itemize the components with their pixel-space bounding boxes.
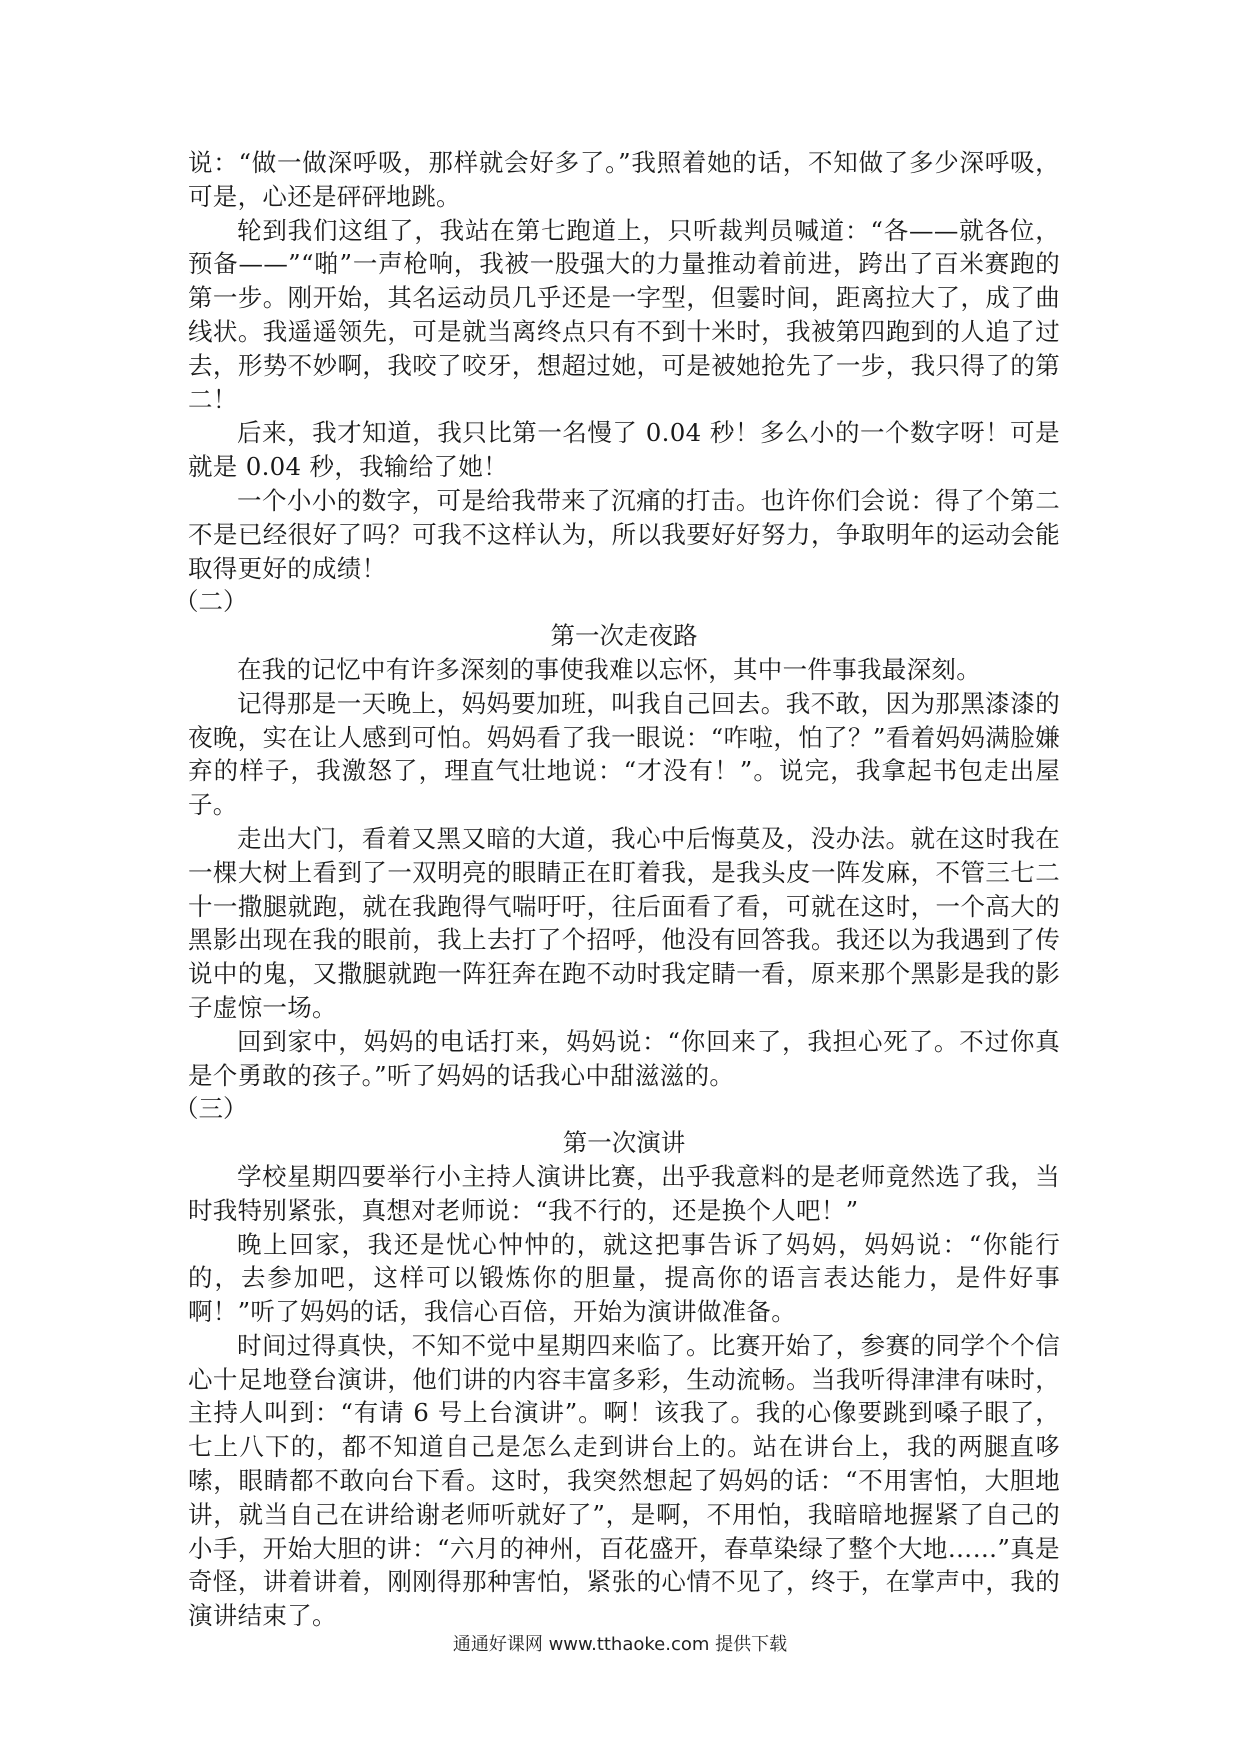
section-label: （二）	[174, 587, 248, 617]
paragraph: 走出大门，看着又黑又暗的大道，我心中后悔莫及，没办法。就在这时我在一棵大树上看到了一双明亮的眼睛正在盯着我，是我头皮一阵发麻，不管三七二十一撒腿就跑，就在我跑得气喘吁吁，往后面看了看，可就在这时，一个高大的黑影出现在我的眼前，我上去打了个招呼，他没有回答我。我还以为我遇到了传说中的鬼，又撒腿就跑一阵狂奔在跑不动时我定睛一看，原来那个黑影是我的影子虚惊一场。	[188, 823, 1060, 1022]
paragraph: 说：“做一做深呼吸，那样就会好多了。”我照着她的话，不知做了多少深呼吸，可是，心还是砰砰地跳。	[188, 148, 1060, 211]
section-title: 第一次演讲	[562, 1128, 686, 1158]
paragraph: 时间过得真快，不知不觉中星期四来临了。比赛开始了，参赛的同学个个信心十足地登台演讲，他们讲的内容丰富多彩，生动流畅。当我听得津津有味时，主持人叫到：“有请 6 号上台演讲”。啊！该我了。我的心像要跳到嗓子眼了，七上八下的，都不知道自己是怎么走到讲台上的。站在讲台上，我的两腿直哆嗦，眼睛都不敢向台下看。这时，我突然想起了妈妈的话：“不用害怕，大胆地讲，就当自己在讲给谢老师听就好了”，是啊，不用怕，我暗暗地握紧了自己的小手，开始大胆的讲：“六月的神州，百花盛开，春草染绿了整个大地……”真是奇怪，讲着讲着，刚刚得那种害怕，紧张的心情不见了，终于，在掌声中，我的演讲结束了。	[188, 1330, 1060, 1631]
section-title: 第一次走夜路	[550, 621, 698, 651]
document-body	[174, 146, 1060, 1633]
page-footer: 通通好课网 www.tthaoke.com 提供下载	[452, 1634, 788, 1655]
paragraph: 在我的记忆中有许多深刻的事使我难以忘怀，其中一件事我最深刻。	[237, 654, 981, 684]
paragraph: 回到家中，妈妈的电话打来，妈妈说：“你回来了，我担心死了。不过你真是个勇敢的孩子。”听了妈妈的话我心中甜滋滋的。	[188, 1026, 1060, 1090]
paragraph: 后来，我才知道，我只比第一名慢了 0.04 秒！多么小的一个数字呀！可是就是 0.04 秒，我输给了她！	[188, 418, 1060, 482]
paragraph: 一个小小的数字，可是给我带来了沉痛的打击。也许你们会说：得了个第二不是已经很好了吗？可我不这样认为，所以我要好好努力，争取明年的运动会能取得更好的成绩！	[188, 485, 1060, 583]
paragraph: 晚上回家，我还是忧心忡忡的，就这把事告诉了妈妈，妈妈说：“你能行的，去参加吧，这样可以锻炼你的胆量，提高你的语言表达能力，是件好事啊！”听了妈妈的话，我信心百倍，开始为演讲做准备。	[188, 1229, 1060, 1327]
paragraph: 记得那是一天晚上，妈妈要加班，叫我自己回去。我不敢，因为那黑漆漆的夜晚，实在让人感到可怕。妈妈看了我一眼说：“咋啦，怕了？”看着妈妈满脸嫌弃的样子，我激怒了，理直气壮地说：“才没有！”。说完，我拿起书包走出屋子。	[188, 688, 1060, 820]
paragraph: 轮到我们这组了，我站在第七跑道上，只听裁判员喊道：“各——就各位，预备——”“啪”一声枪响，我被一股强大的力量推动着前进，跨出了百米赛跑的第一步。刚开始，其名运动员几乎还是一字型，但霎时间，距离拉大了，成了曲线状。我遥遥领先，可是就当离终点只有不到十米时，我被第四跑到的人追了过去，形势不妙啊，我咬了咬牙，想超过她，可是被她抢先了一步，我只得了的第二！	[188, 215, 1060, 414]
section-label: （三）	[174, 1094, 248, 1124]
paragraph: 学校星期四要举行小主持人演讲比赛，出乎我意料的是老师竟然选了我，当时我特别紧张，真想对老师说：“我不行的，还是换个人吧！”	[188, 1161, 1060, 1225]
